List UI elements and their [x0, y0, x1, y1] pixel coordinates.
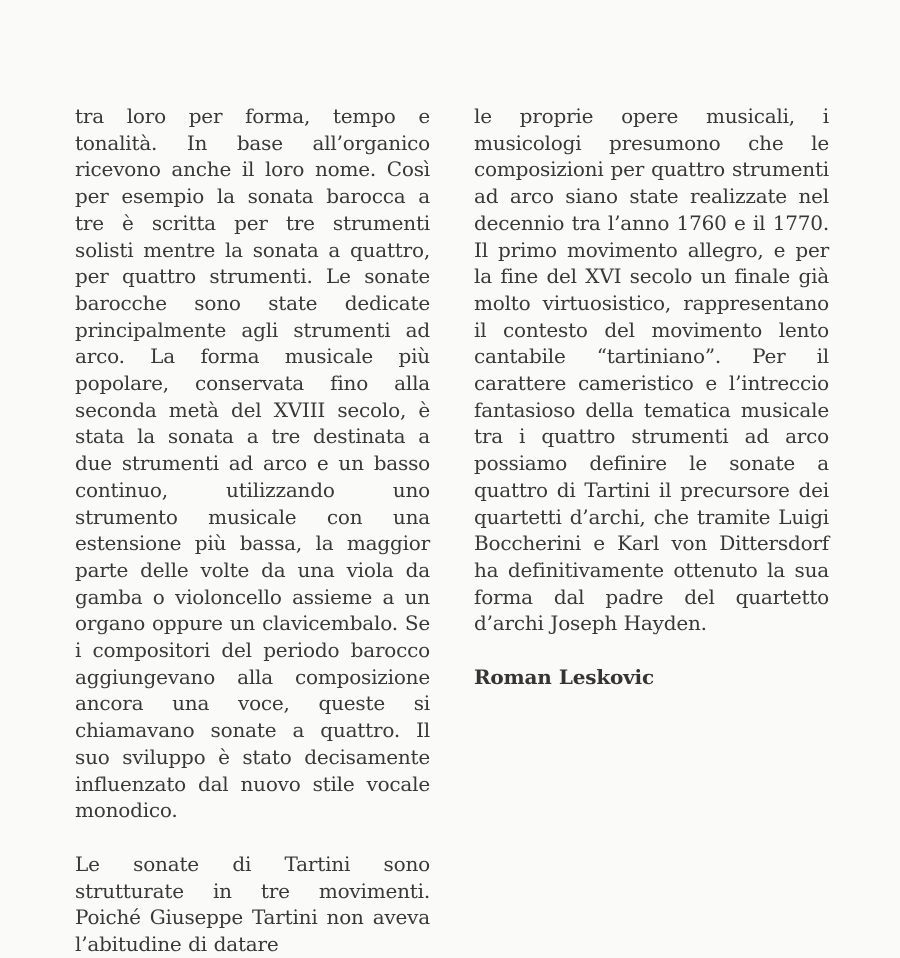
two-column-layout	[75, 103, 828, 958]
left-column	[75, 103, 430, 958]
paragraph: Le sonate di Tartini sono strutturate in tre movimenti. Poiché Giuseppe Tartini non aveva l’abitudine di datare	[75, 851, 430, 957]
right-column	[474, 103, 829, 691]
paragraph: le proprie opere musicali, i musicologi presumono che le composizioni per quattro strumenti ad arco siano state realizzate nel decennio tra l’anno 1760 e il 1770. Il primo movimento allegro, e per la fine del XVI secolo un finale già molto virtuosistico, rappresentano il contesto del movimento lento cantabile “tartiniano”. Per il carattere cameristico e l’intreccio fantasioso della tematica musicale tra i quattro strumenti ad arco possiamo definire le sonate a quattro di Tartini il precursore dei quartetti d’archi, che tramite Luigi Boccherini e Karl von Dittersdorf ha definitivamente ottenuto la sua forma dal padre del quartetto d’archi Joseph Hayden.	[474, 104, 829, 636]
author-name: Roman Leskovic	[474, 665, 654, 690]
paragraph: tra loro per forma, tempo e tonalità. In base all’organico ricevono anche il loro nome. Così per esempio la sonata barocca a tre è scritta per tre strumenti solisti mentre la sonata a quattro, per quattro strumenti. Le sonate barocche sono state dedicate principalmente agli strumenti ad arco. La forma musicale più popolare, conservata fino alla seconda metà del XVIII secolo, è stata la sonata a tre destinata a due strumenti ad arco e un basso continuo, utilizzando uno strumento musicale con una estensione più bassa, la maggior parte delle volte da una viola da gamba o violoncello assieme a un organo oppure un clavicembalo. Se i compositori del periodo barocco aggiungevano alla composizione ancora una voce, queste si chiamavano sonate a quattro. Il suo sviluppo è stato decisamente influenzato dal nuovo stile vocale monodico.	[75, 104, 430, 823]
